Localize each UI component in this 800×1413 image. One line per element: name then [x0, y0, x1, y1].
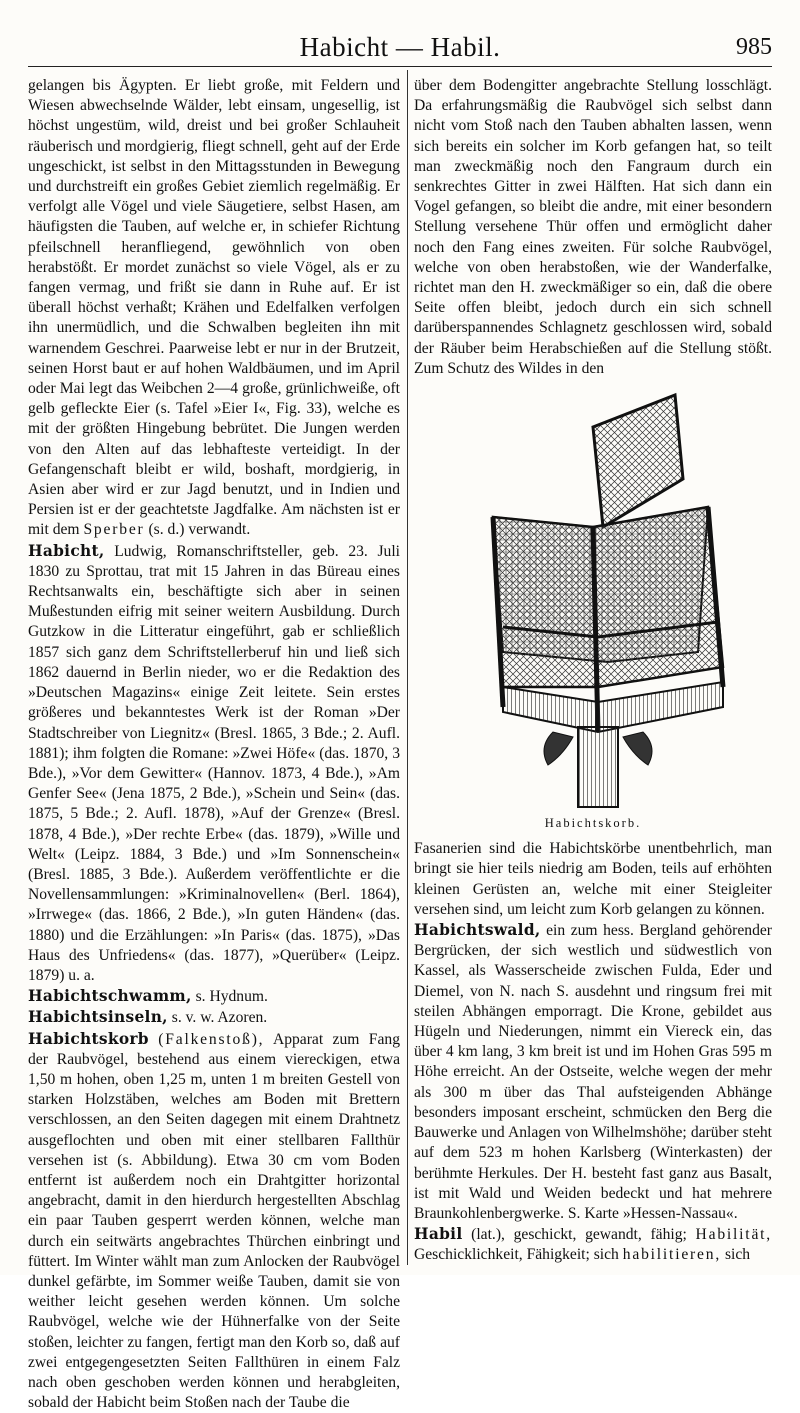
entry-headword: Habil — [414, 1225, 463, 1244]
entry-habichtskorb — [28, 1029, 400, 1413]
entry-habicht-continuation — [28, 76, 400, 541]
entry-habichtswald — [414, 920, 772, 1224]
figure-caption: Habichtskorb. — [544, 816, 642, 831]
entry-text: Geschicklichkeit, Fähigkeit; sich — [414, 1246, 619, 1264]
entry-text: s. Hydnum. — [195, 988, 268, 1006]
running-head: Habicht — Habil. — [299, 32, 501, 62]
entry-text: über dem Bodengitter angebrachte Stellung losschlägt. Da erfahrungsmäßig die Raubvögel sich selbst dann nicht vom Stoß nach den Tauben abhalten lassen, wenn sich bereits ein solcher im Korb gefangen hat, so teilt man zweckmäßig noch den Fangraum durch ein senkrechtes Gitter in zwei Hälften. Hat sich dann ein Vogel gefangen, so bleibt die andre, mit einer besondern Stellung versehene Thür offen und ermöglicht daher noch den Fang eines zweiten. Für solche Raubvögel, welche von oben herabstoßen, wie der Wanderfalke, richtet man den H. zweckmäßiger so ein, daß die obere Seite offen bleibt, jedoch durch ein sich schnell darüberspannendes Schlagnetz geschlossen wird, sobald der Räuber beim Herabschießen auf die Stellung stößt. Zum Schutz des Wildes in den — [414, 77, 772, 377]
entry-headword: Habicht, — [28, 541, 105, 560]
hawk-trap-engraving — [443, 387, 743, 807]
entry-alt-name: (Falkenstoß), — [158, 1030, 265, 1048]
entry-habicht-ludwig — [28, 541, 400, 986]
entry-text: s. v. w. Azoren. — [171, 1009, 268, 1027]
entry-habichtskorb-end — [414, 839, 772, 920]
entry-habichtschwamm — [28, 986, 400, 1007]
entry-text: Fasanerien sind die Habichtskörbe unentbehrlich, man bringt sie hier teils niedrig am Boden, teils auf erhöhten kleinen Gerüsten an, welche mit einer Steigleiter versehen sind, um leicht zum Korb gelangen zu können. — [414, 840, 772, 918]
entry-text: Apparat zum Fang der Raubvögel, bestehend aus einem viereckigen, etwa 1,50 m hohen, oben 1,25 m, unten 1 m breiten Gestell von starken Holzstäben, welches am Boden mit Brettern verschlossen, an den Seiten dagegen mit einem Drahtnetz ausgeflochten und oben mit einer stellbaren Fallthür versehen ist (s. Abbildung). Etwa 30 cm vom Boden entfernt ist außerdem noch ein Drahtgitter horizontal angebracht, damit in den hierdurch hergestellten Abschlag ein paar Tauben gesperrt werden können, welche man durch ein seitwärts angebrachtes Thürchen einbringt und füttert. Im Winter wählt man zum Anlocken der Raubvögel dunkel gefärbte, im Sommer weiße Tauben, damit sie von weither leicht gesehen werden können. Um solche Raubvögel, welche wie der Hühnerfalke von der Seite stoßen, leichter zu fangen, fertigt man den Korb so, daß auf zwei entgegengesetzten Seiten Fallthüren in einem Falz nach oben geschoben werden können und herabgleiten, sobald der Habicht beim Stoßen nach der Taube die — [28, 1030, 400, 1412]
entry-habil — [414, 1224, 772, 1265]
entry-headword: Habichtschwamm, — [28, 987, 192, 1006]
entry-name: Ludwig, — [114, 542, 167, 560]
entry-habichtsinseln — [28, 1007, 400, 1028]
entry-headword: Habichtskorb — [28, 1029, 149, 1048]
right-column — [414, 76, 772, 1266]
entry-text: (s. d.) verwandt. — [148, 521, 251, 539]
entry-text: sich — [724, 1246, 751, 1264]
entry-text: ein zum hess. Bergland gehörender Bergrücken, der sich westlich und südwestlich von Kassel, als Wasserscheide zwischen Fulda, Eder und Diemel, von N. nach S. ausdehnt und ringsum frei mit steilen Abhängen emporragt. Die Krone, gebildet aus Hügeln und Niederungen, nimmt ein Viereck ein, das über 4 km lang, 3 km breit ist und im Hohen Gras 595 m Höhe erreicht. An der Ostseite, welche wegen der mehr als 300 m über das Thal aufsteigenden Abhänge besonders imposant erscheint, schmücken den Berg die Bauwerke und Anlagen von Wilhelmshöhe; darüber steht auf dem 523 m hohen Karlsberg (Winterkasten) der berühmte Herkules. Der H. besteht fast ganz aus Basalt, ist mit Wald und Weiden bedeckt und hat mehrere Braunkohlenbergwerke. S. Karte »Hessen-Nassau«. — [414, 922, 772, 1222]
column-divider — [407, 70, 408, 1265]
entry-text: Romanschriftsteller, geb. 23. Juli 1830 zu Sprottau, trat mit 15 Jahren in das Büreau eines Rechtsanwalts ein, beschäftigte sich aber in seinen Mußestunden eifrig mit seiner weitern Ausbildung. Durch Gutzkow in die Litteratur eingeführt, gab er schließlich 1857 sich ganz dem Schriftstellerberuf hin und ließ sich 1862 dauernd in Berlin nieder, wo er die Redaktion des »Deutschen Magazins« einige Zeit leitete. Sein erstes größeres und bekanntestes Werk ist der Roman »Der Stadtschreiber von Liegnitz« (Bresl. 1865, 3 Bde.; 2. Aufl. 1881); ihm folgten die Romane: »Zwei Höfe« (das. 1870, 3 Bde.), »Vor dem Gewitter« (Hannov. 1873, 4 Bde.), »Am Genfer See« (Jena 1875, 2 Bde.), »Schein und Sein« (das. 1875, 5 Bde.; 2. Aufl. 1878), »Auf der Grenze« (Bresl. 1878, 4 Bde.), »Der rechte Erbe« (das. 1879), »Wille und Welt« (Leipz. 1884, 3 Bde.) und »Im Sonnenschein« (Bresl. 1885, 3 Bde.). Außerdem veröffentlichte er die Novellensammlungen: »Kriminalnovellen« (Berl. 1864), »Irrwege« (das. 1866, 2 Bde.), »In guten Händen« (das. 1880) und die Erzählungen: »In Paris« (das. 1875), »Das Haus des Unfriedens« (das. 1877), »Querüber« (Leipz. 1879) u. a. — [28, 542, 401, 984]
habichtskorb-illustration — [414, 387, 772, 833]
page-header — [28, 30, 772, 67]
page-number: 985 — [736, 34, 772, 60]
cross-reference: Sperber — [83, 521, 145, 539]
left-column — [28, 76, 401, 1412]
entry-headword: Habichtswald, — [414, 921, 541, 940]
entry-headword: Habichtsinseln, — [28, 1008, 168, 1027]
entry-text: (lat.), geschickt, gewandt, fähig; — [471, 1226, 687, 1244]
derived-word: Habilität, — [695, 1226, 772, 1244]
entry-text: gelangen bis Ägypten. Er liebt große, mit Feldern und Wiesen abwechselnde Wälder, lebt einsam, ungesellig, ist höchst ungestüm, wild, dreist und bei großer Schlauheit räuberisch und mordgierig, fliegt schnell, geht auf der Erde ungeschickt, ist selbst in den Mittagsstunden in Bewegung und durchstreift ein großes Gebiet ziemlich regelmäßig. Er verfolgt alle Vögel und viele Säugetiere, selbst Hasen, am häufigsten die Tauben, auf welche er, in schiefer Richtung pfeilschnell heranfliegend, gewöhnlich von oben herabstößt. Er mordet zunächst so viele Vögel, als er zu fangen vermag, und frißt sie dann in Ruhe auf. Er ist überall höchst verhaßt; Krähen und Edelfalken verfolgen ihn unermüdlich, und die Schwalben begleiten ihn mit warnendem Geschrei. Paarweise lebt er nur in der Brutzeit, seinen Horst baut er auf hohen Waldbäumen, und im April oder Mai legt das Weibchen 2—4 große, grünlichweiße, oft gelb gefleckte Eier (s. Tafel »Eier I«, Fig. 33), welche es mit der größten Hingebung bebrütet. Die Jungen werden von den Alten auf das lebhafteste verteidigt. In der Gefangenschaft bleibt er wild, boshaft, mordgierig, in Asien aber wird er zur Jagd benutzt, und in Indien und Persien ist er der geachtetste Jagdfalke. Am nächsten ist er mit dem — [28, 77, 400, 539]
derived-word: habilitieren, — [622, 1246, 722, 1264]
entry-habichtskorb-continuation — [414, 76, 772, 379]
